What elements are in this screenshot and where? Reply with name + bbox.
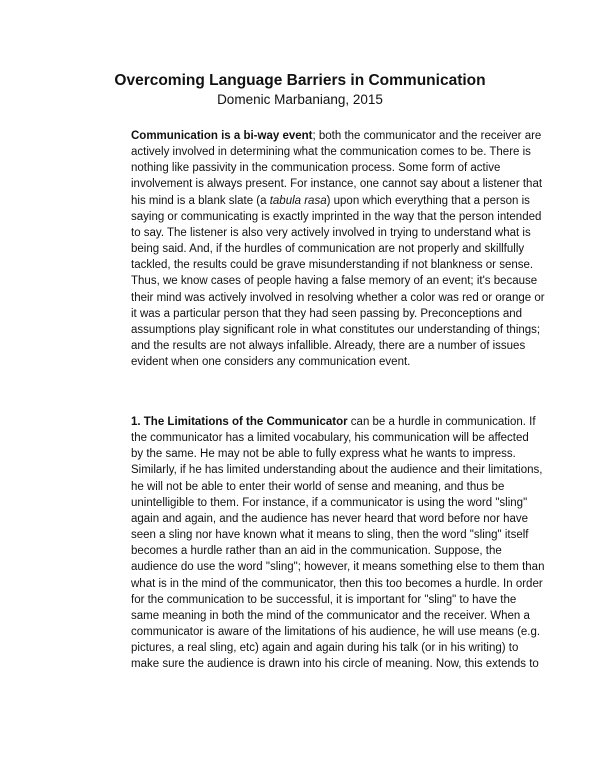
text-line: again and again, and the audience has never heard that word before nor have — [131, 512, 529, 525]
text-line: Thus, we know cases of people having a false memory of an event; it's because — [131, 275, 538, 288]
text-line: to say. The listener is also very actively involved in trying to understand what is — [131, 226, 531, 239]
text-line: audience do use the word "sling"; however, it means something else to them than — [131, 561, 545, 574]
text-line: pictures, a real sling, etc) again and again during his talk (or in his writing) to — [131, 642, 519, 655]
text-line — [131, 193, 530, 209]
paragraph-intro — [131, 128, 545, 370]
text-line: the communicator has a limited vocabulary, his communication will be affected — [131, 432, 529, 445]
text-line: he will not be able to enter their world of sense and meaning, and thus be — [131, 480, 505, 493]
lead-bold-text: Communication is a bi-way event — [131, 130, 313, 142]
text-line — [131, 128, 542, 144]
text-line: for the communication to be successful, it is important for "sling" to have the — [131, 593, 517, 606]
text-span: ) upon which everything that a person is — [326, 194, 530, 207]
text-line: saying or communicating is exactly imprinted in the way that the person intended — [131, 210, 542, 223]
text-span: can be a hurdle in communication. If — [347, 416, 536, 428]
text-line: it was a particular person that they had seen passing by. Preconceptions and — [131, 307, 523, 320]
text-line: actively involved in determining what the communication comes to be. There is — [131, 146, 531, 159]
text-line: same meaning in both the mind of the communicator and the receiver. When a — [131, 609, 530, 622]
text-line: becomes a hurdle rather than an aid in the communication. Suppose, the — [131, 545, 502, 558]
text-line: being said. And, if the hurdles of communication are not properly and skillfully — [131, 243, 525, 256]
italic-text: tabula rasa — [269, 194, 327, 207]
text-line: and the results are not always infallible. Already, there are a number of issues — [131, 340, 526, 353]
text-line: seen a sling nor have known what it means to sling, then the word "sling" itself — [131, 529, 529, 542]
document-title: Overcoming Language Barriers in Communication — [114, 72, 486, 89]
text-span: his mind is a blank slate (a — [131, 194, 270, 207]
text-line: nothing like passivity in the communication process. Some form of active — [131, 162, 501, 175]
text-line: Similarly, if he has limited understanding about the audience and their limitations, — [131, 464, 543, 477]
text-span: ; both the communicator and the receiver are — [312, 130, 542, 142]
text-line: tackled, the results could be grave misunderstanding if not blankness or sense. — [131, 259, 534, 272]
document-author: Domenic Marbaniang, 2015 — [217, 92, 383, 107]
text-line: assumptions play significant role in what constitutes our understanding of things; — [131, 323, 541, 336]
text-line: their mind was actively involved in resolving whether a color was red or orange or — [131, 291, 545, 304]
text-line: make sure the audience is drawn into his circle of meaning. Now, this extends to — [131, 658, 539, 671]
text-line: communicator is aware of the limitations of his audience, he will use means (e.g. — [131, 626, 541, 639]
text-line — [131, 414, 536, 430]
text-line: what is in the mind of the communicator, then this too becomes a hurdle. In order — [131, 577, 543, 590]
text-line: involvement is always present. For instance, one cannot say about a listener that — [131, 178, 543, 191]
text-line: unintelligible to them. For instance, if a communicator is using the word "sling" — [131, 496, 528, 509]
text-line: by the same. He may not be able to fully express what he wants to impress. — [131, 448, 516, 461]
section-heading-bold: 1. The Limitations of the Communicator — [131, 416, 348, 428]
paragraph-limitations — [131, 414, 545, 673]
text-line: evident when one considers any communication event. — [131, 356, 411, 369]
